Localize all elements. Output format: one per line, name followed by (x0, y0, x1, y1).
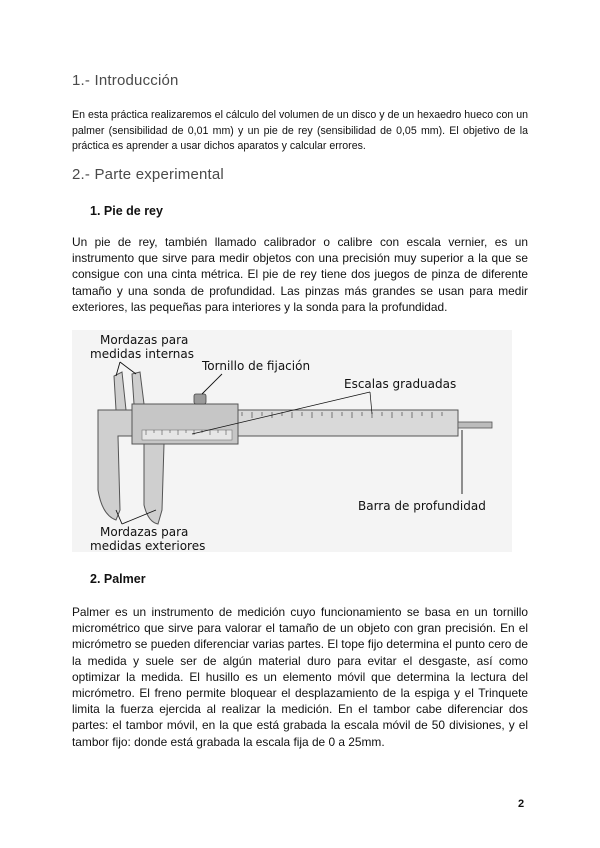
label-internal-jaws-1: Mordazas para (100, 333, 189, 347)
subheading-pie-de-rey: 1. Pie de rey (90, 204, 163, 218)
label-internal-jaws-2: medidas internas (90, 347, 195, 361)
intro-paragraph: En esta práctica realizaremos el cálculo del volumen de un disco y de un hexaedro hueco con un palmer (sensibilidad de 0,01 mm) y un pie de rey (sensibilidad de 0,05 mm). El objetivo de la práctica es aprender a usar dichos aparatos y calcular errores. (72, 109, 528, 152)
section-heading-parte-experimental: 2.- Parte experimental (72, 166, 224, 183)
caliper-depth-bar (458, 422, 492, 428)
label-depth-bar: Barra de profundidad (358, 499, 486, 513)
vernier-scale (142, 430, 232, 440)
pie-de-rey-paragraph: Un pie de rey, también llamado calibrador o calibre con escala vernier, es un instrumento que sirve para medir objetos con una precisión muy superior a la que se consigue con una cinta métrica. El pie de rey tiene dos juegos de pinza de diferente tamaño y una sonda de profundidad. Las pinzas más grandes se usan para medir exteriores, las pequeñas para interiores y la sonda para la profundidad. (72, 235, 528, 314)
label-graduated-scales: Escalas graduadas (344, 377, 457, 391)
subheading-palmer: 2. Palmer (90, 572, 146, 586)
caliper-figure (72, 330, 512, 552)
page-number: 2 (518, 798, 525, 810)
fixing-screw (194, 394, 206, 404)
section-heading-introduccion: 1.- Introducción (72, 72, 179, 89)
palmer-paragraph: Palmer es un instrumento de medición cuyo funcionamiento se basa en un tornillo micrométrico que sirve para valorar el tamaño de un objeto con gran precisión. En el micrómetro se pueden diferenciar varias partes. El tope fijo determina el punto cero de la medida y suele ser de algún material duro para evitar el desgaste, así como optimizar la medida. El husillo es un elemento móvil que determina la lectura del micrómetro. El freno permite bloquear el desplazamiento de la espiga y el Trinquete limita la fuerza ejercida al realizar la medición. En el tambor cabe diferenciar dos partes: el tambor móvil, en la que está grabada la escala móvil de 50 divisiones, y el tambor fijo: donde está grabada la escala fija de 0 a 25mm. (72, 605, 528, 749)
caliper-sliding-jaw (144, 444, 164, 524)
label-fixing-screw: Tornillo de fijación (202, 359, 311, 373)
label-external-jaws-1: Mordazas para (100, 525, 189, 539)
label-external-jaws-2: medidas exteriores (90, 539, 206, 552)
